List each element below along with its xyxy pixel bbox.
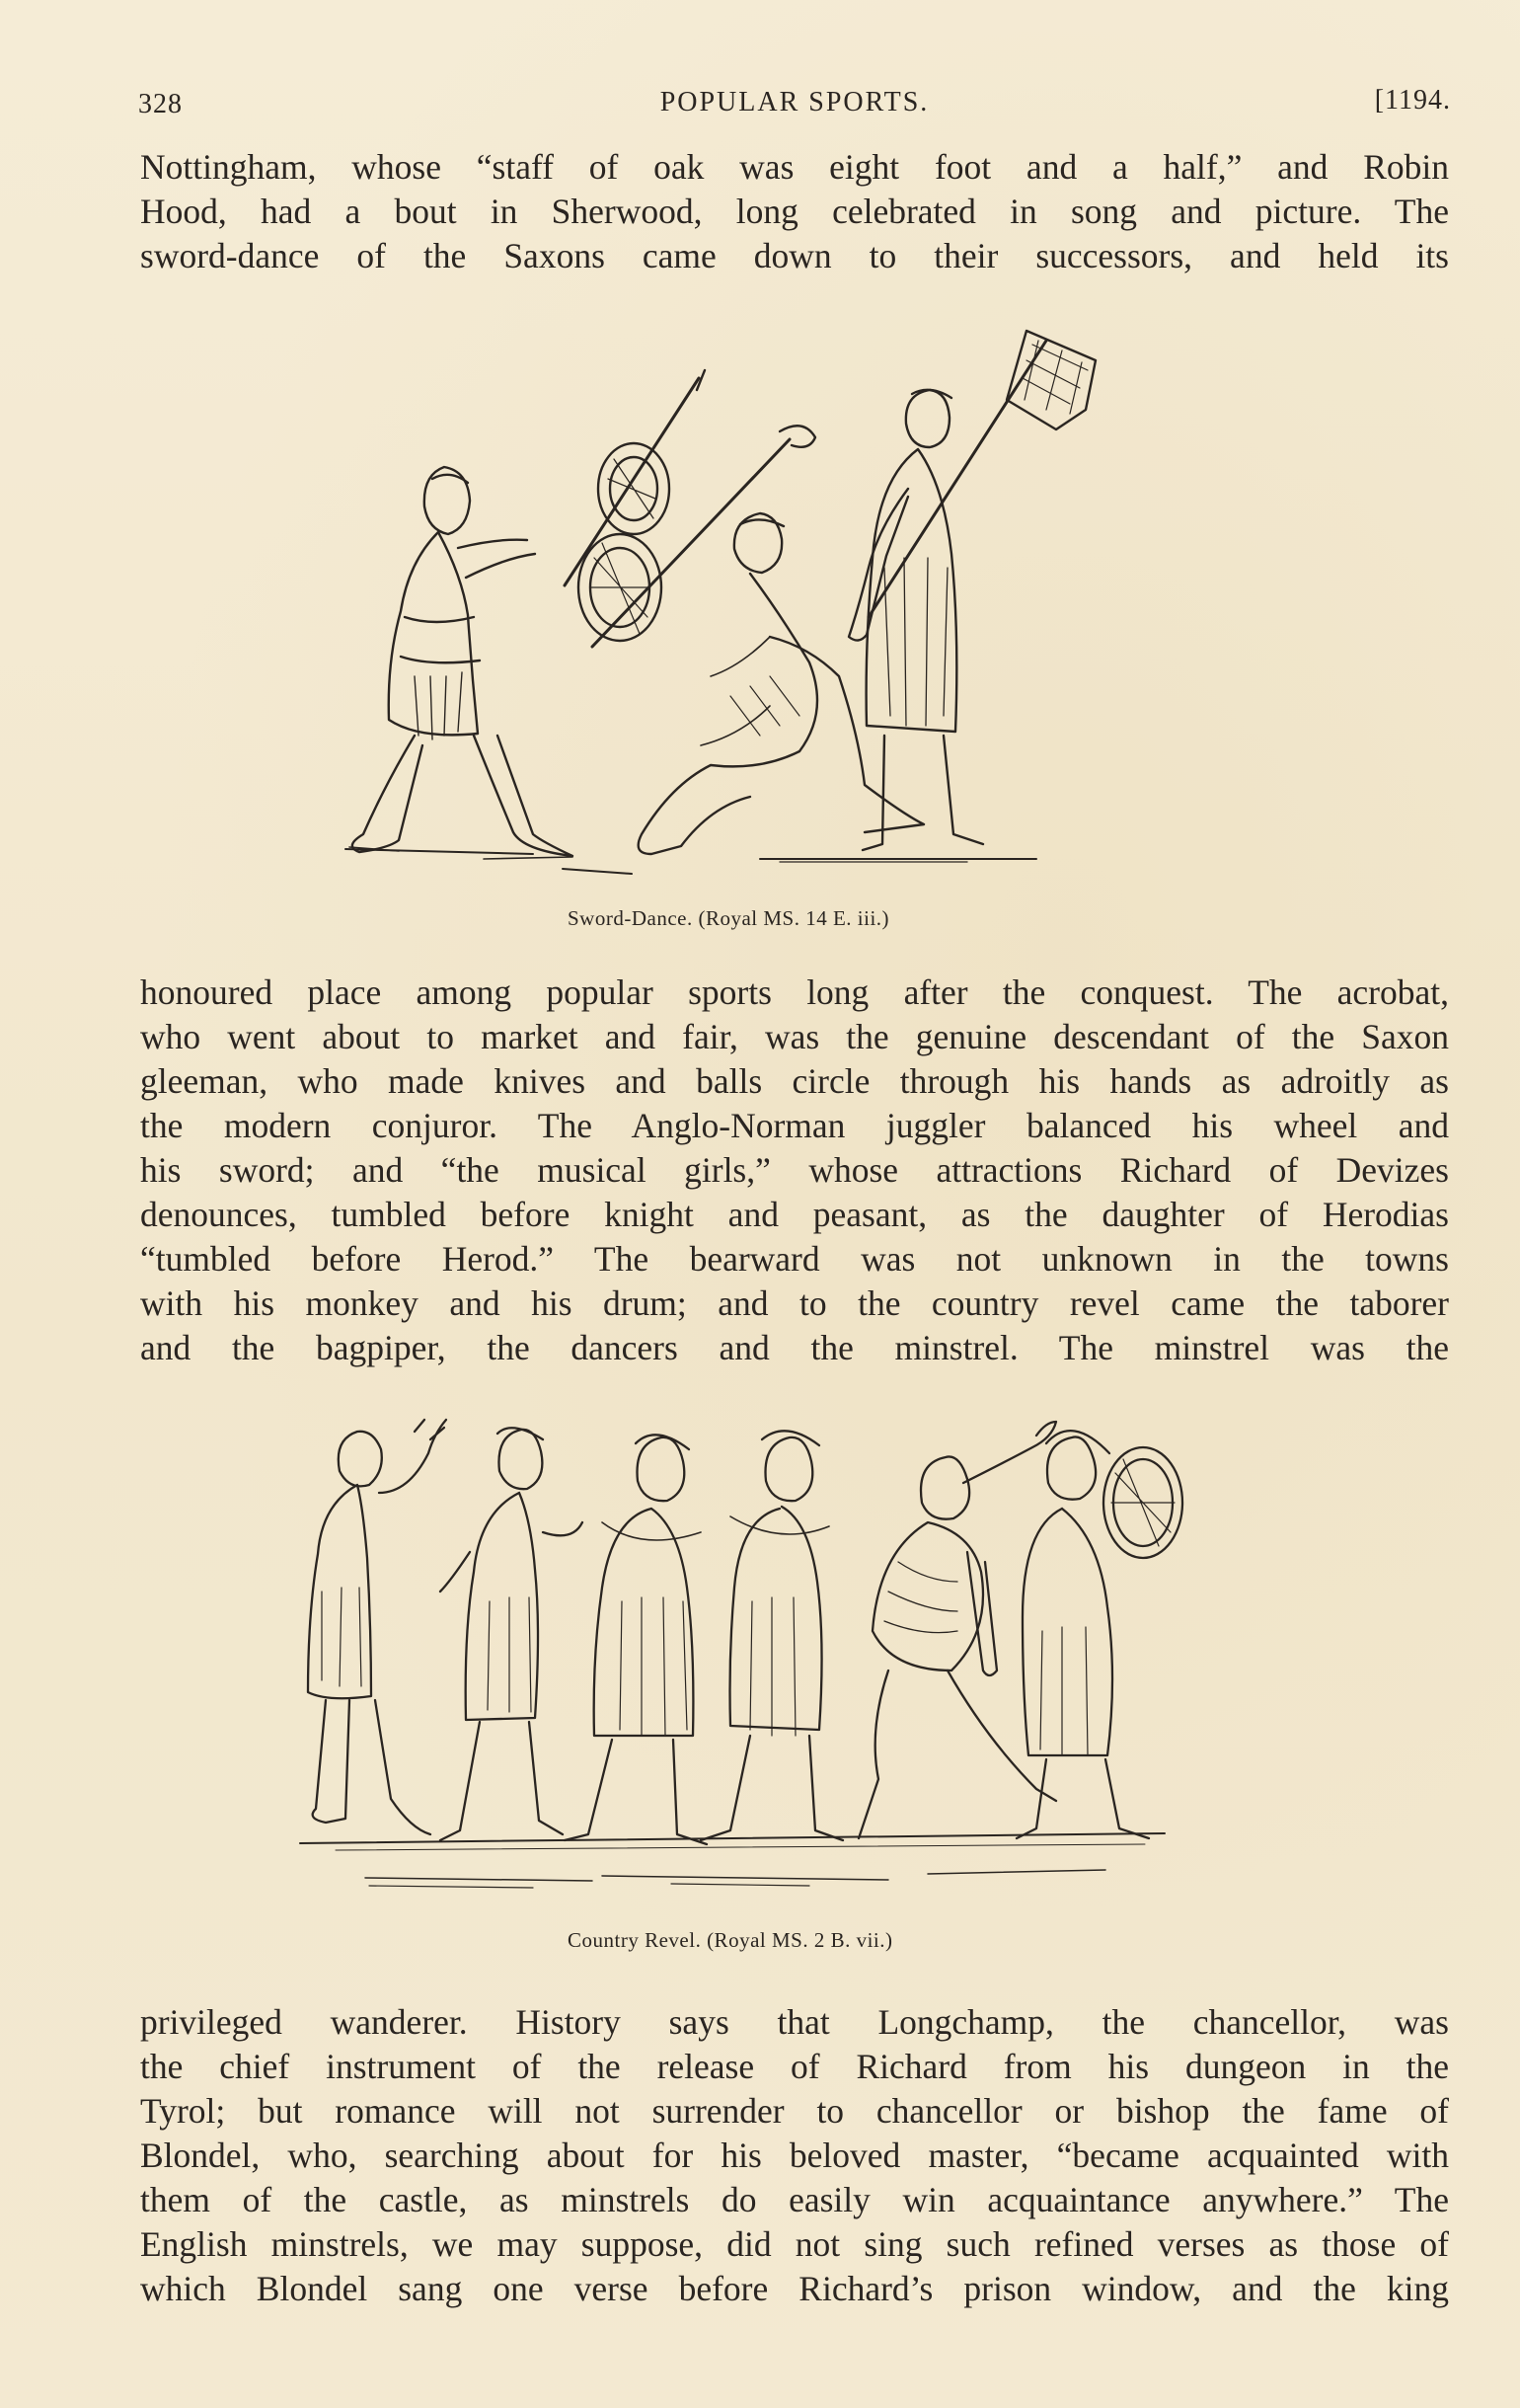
figure-1-caption: Sword-Dance. (Royal MS. 14 E. iii.) xyxy=(568,906,890,930)
year-marker: [1194. xyxy=(1374,85,1451,116)
paragraph-2 xyxy=(140,971,1449,1370)
text-line: with his monkey and his drum; and to the country revel came the taborer xyxy=(140,1283,1449,1323)
dancer-4-figure xyxy=(701,1431,843,1840)
text-line: Tyrol; but romance will not surrender to chancellor or bishop the fame of xyxy=(140,2091,1449,2131)
text-line: honoured place among popular sports long after the conquest. The acrobat, xyxy=(140,972,1449,1012)
page-number: 328 xyxy=(138,89,183,119)
figure-2-caption: Country Revel. (Royal MS. 2 B. vii.) xyxy=(568,1928,893,1952)
text-line: them of the castle, as minstrels do easily win acquaintance anywhere.” The xyxy=(140,2180,1449,2219)
text-line: the modern conjuror. The Anglo-Norman juggler balanced his wheel and xyxy=(140,1106,1449,1145)
dancer-1-figure xyxy=(308,1420,446,1834)
text-line: Blondel, who, searching about for his beloved master, “became acquainted with xyxy=(140,2136,1449,2175)
text-line: sword-dance of the Saxons came down to their successors, and held its xyxy=(140,236,1449,275)
middle-dancer-figure xyxy=(578,426,924,854)
left-dancer-figure xyxy=(349,370,705,859)
country-revel-illustration xyxy=(296,1414,1303,1898)
text-line: English minstrels, we may suppose, did not sing such refined verses as those of xyxy=(140,2224,1449,2264)
text-line: and the bagpiper, the dancers and the minstrel. The minstrel was the xyxy=(140,1328,1449,1367)
text-line: Hood, had a bout in Sherwood, long celebrated in song and picture. The xyxy=(140,192,1449,231)
paragraph-3 xyxy=(140,2000,1449,2311)
running-header xyxy=(138,85,1451,124)
running-title: POPULAR SPORTS. xyxy=(659,87,930,117)
right-figure-with-banner xyxy=(849,331,1096,850)
dancer-3-figure xyxy=(565,1435,707,1844)
text-line: his sword; and “the musical girls,” whose attractions Richard of Devizes xyxy=(140,1150,1449,1190)
bagpiper-figure xyxy=(859,1422,1056,1838)
taborer-figure xyxy=(1017,1431,1182,1838)
dancer-2-figure xyxy=(440,1428,582,1840)
text-line: the chief instrument of the release of Richard from his dungeon in the xyxy=(140,2047,1449,2086)
text-line: which Blondel sang one verse before Richard’s prison window, and the king xyxy=(140,2269,1449,2308)
text-line: “tumbled before Herod.” The bearward was not unknown in the towns xyxy=(140,1239,1449,1279)
text-line: who went about to market and fair, was the genuine descendant of the Saxon xyxy=(140,1017,1449,1056)
text-line: gleeman, who made knives and balls circle through his hands as adroitly as xyxy=(140,1061,1449,1101)
text-line: Nottingham, whose “staff of oak was eight foot and a half,” and Robin xyxy=(140,147,1449,187)
sword-dance-illustration xyxy=(336,321,1194,884)
text-line: privileged wanderer. History says that Longchamp, the chancellor, was xyxy=(140,2002,1449,2042)
paragraph-1 xyxy=(140,145,1449,278)
text-line: denounces, tumbled before knight and peasant, as the daughter of Herodias xyxy=(140,1195,1449,1234)
